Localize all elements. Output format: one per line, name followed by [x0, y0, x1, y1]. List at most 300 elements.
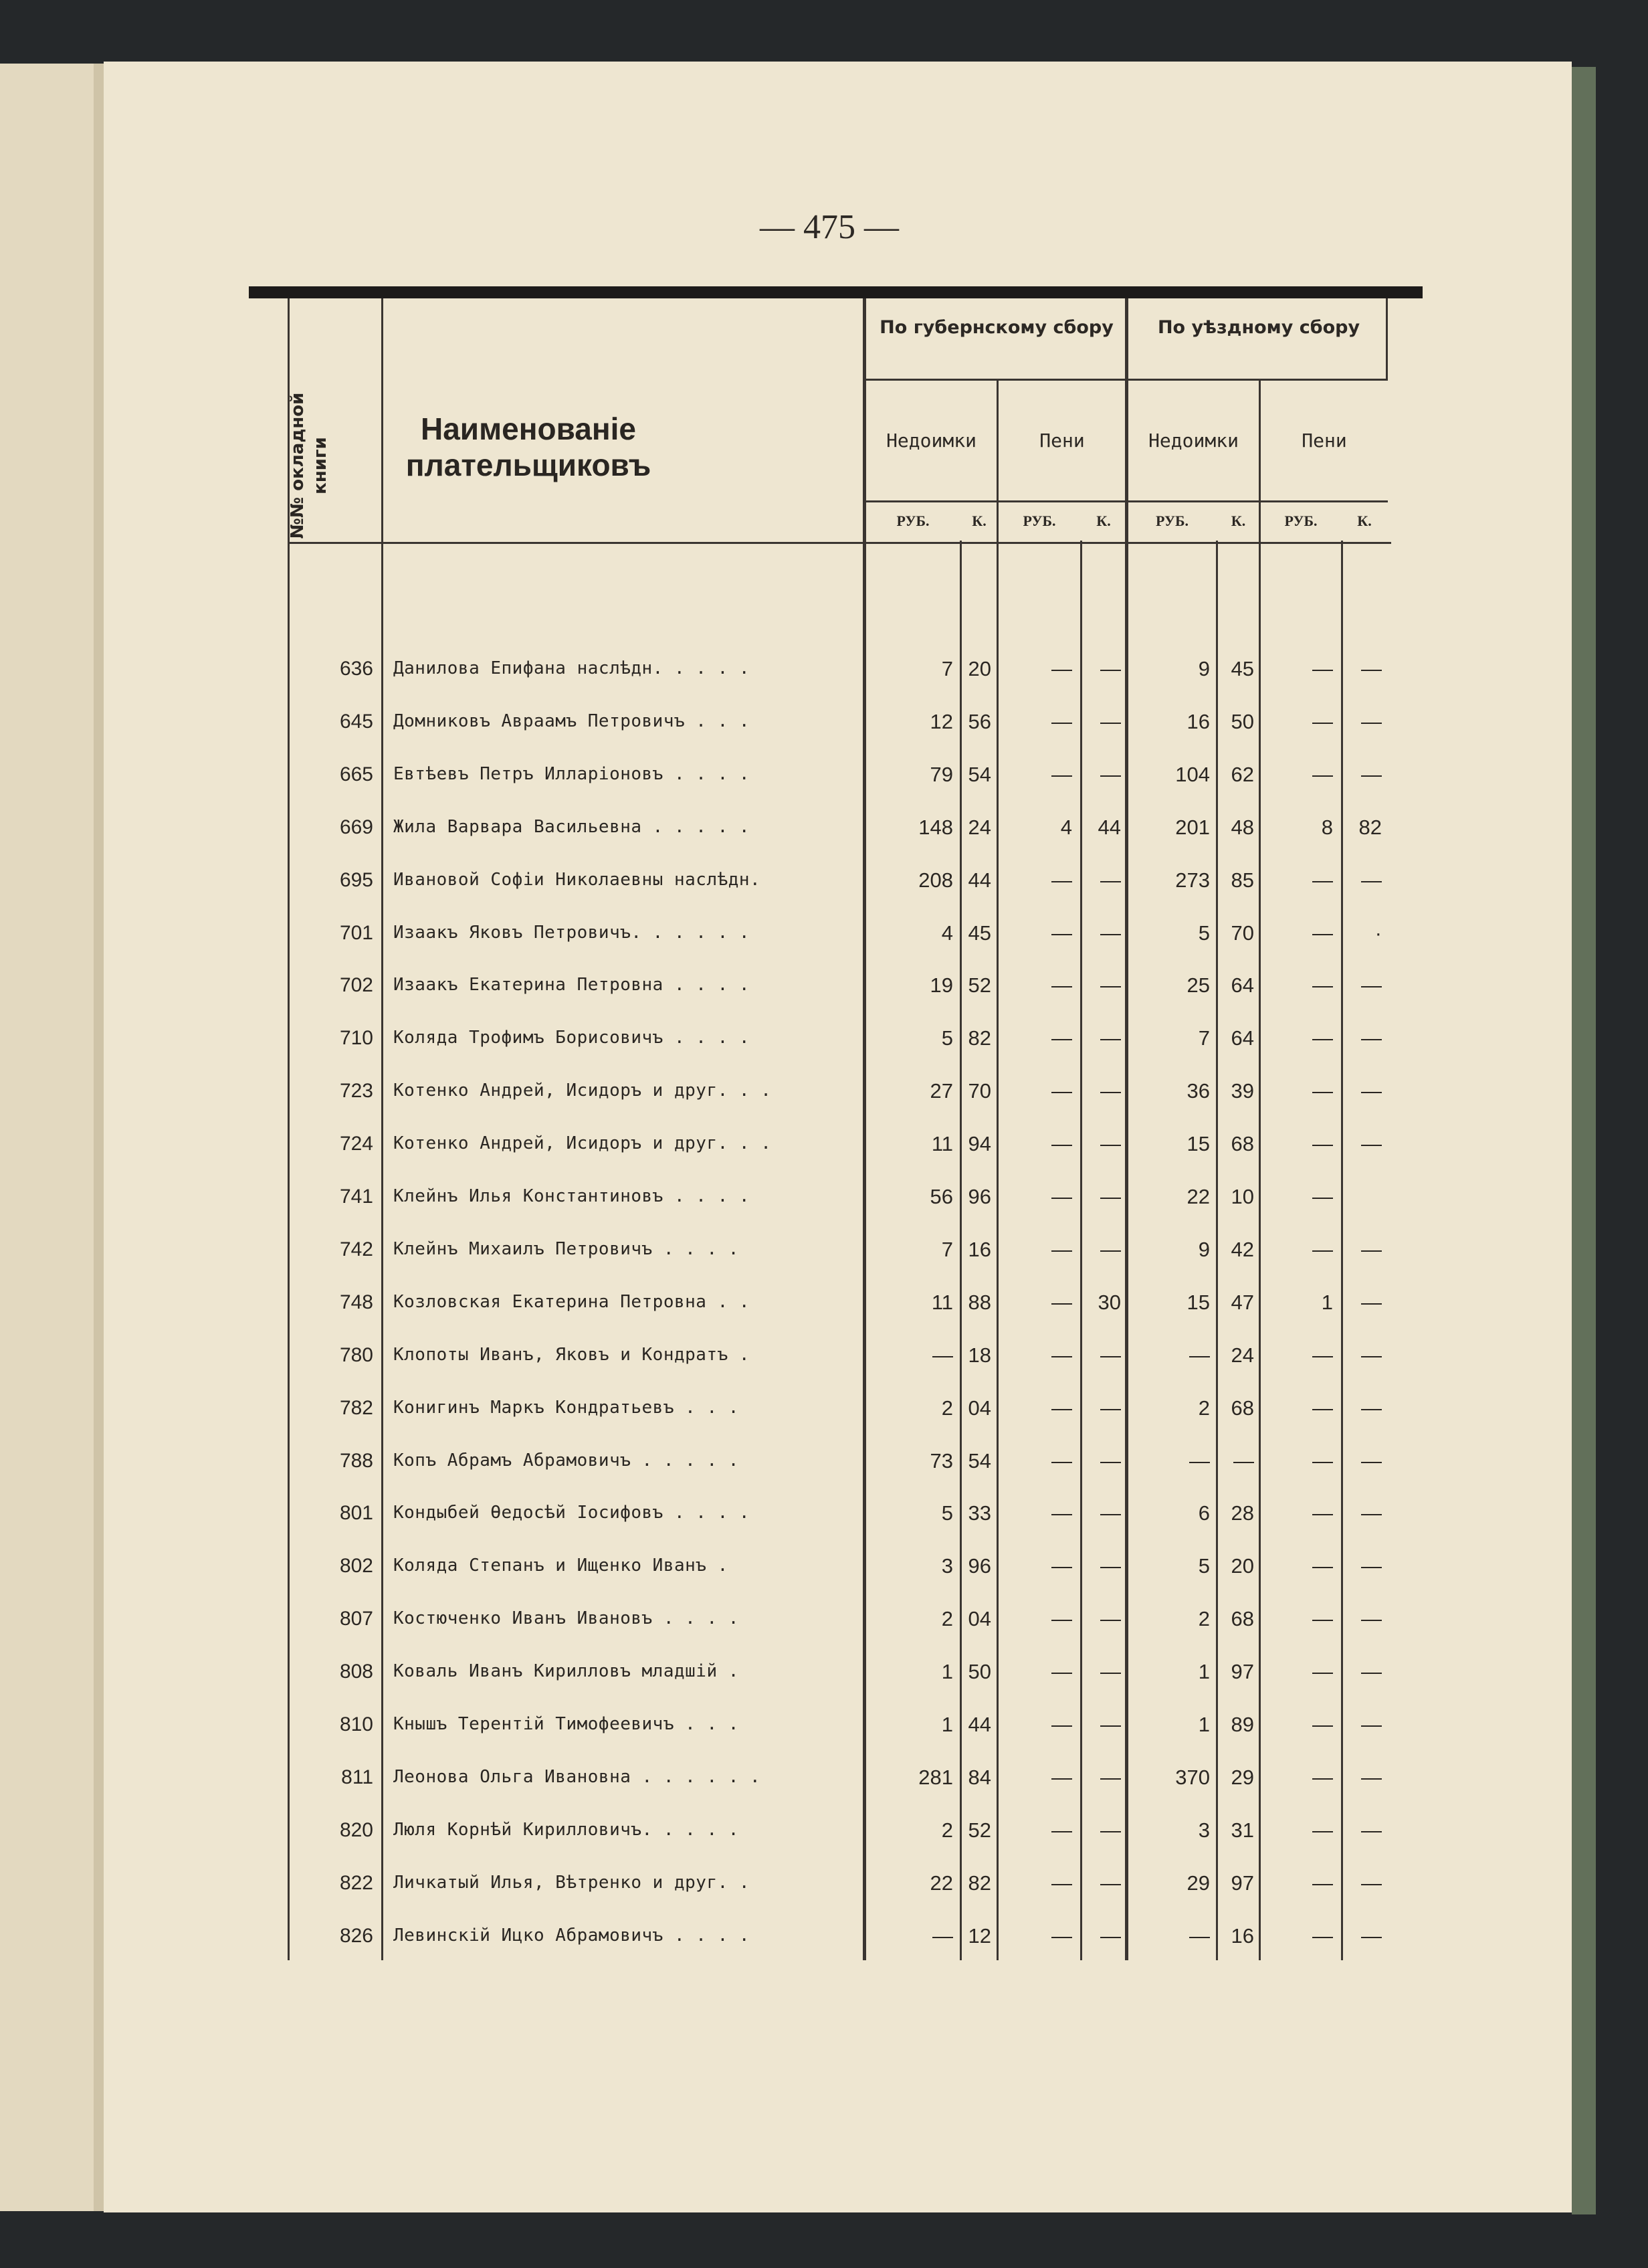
- cell-g-nr: 3: [941, 1554, 953, 1578]
- payers-table: [281, 298, 1391, 1960]
- cell-no: 723: [339, 1080, 373, 1103]
- cell-u-nr: 16: [1187, 709, 1210, 733]
- cell-g-pk: —: [1100, 1079, 1121, 1103]
- cell-u-pk: —: [1361, 762, 1382, 786]
- cell-u-nr: 25: [1187, 973, 1210, 998]
- cell-g-pk: —: [1100, 973, 1121, 998]
- gubernia-peni-header: Пени: [1039, 430, 1085, 452]
- cell-g-pk: —: [1100, 657, 1121, 680]
- cell-g-pr: 4: [1060, 815, 1072, 839]
- cell-name: Клопоты Иванъ, Яковъ и Кондратъ .: [393, 1344, 750, 1365]
- cell-u-nk: 64: [1231, 973, 1254, 998]
- cell-g-pr: —: [1051, 657, 1072, 680]
- cell-name: Личкатый Илья, Вѣтренко и друг. .: [393, 1872, 750, 1893]
- table-row: [281, 1223, 1391, 1276]
- cell-name: Конигинъ Маркъ Кондратьевъ . . .: [393, 1397, 739, 1418]
- table-row: [281, 959, 1391, 1012]
- cell-name: Левинскій Ицко Абрамовичъ . . . .: [393, 1925, 750, 1946]
- cell-u-nr: 7: [1198, 1026, 1210, 1050]
- cell-g-nr: 11: [931, 1132, 953, 1156]
- cell-g-nk: 16: [968, 1237, 991, 1261]
- cell-u-pk: —: [1361, 1079, 1382, 1103]
- cell-u-nk: 47: [1231, 1290, 1254, 1314]
- cell-u-pr: —: [1312, 657, 1333, 680]
- cell-u-pr: —: [1312, 1237, 1333, 1261]
- u-nedoimki-rub: РУБ.: [1155, 512, 1189, 529]
- cell-name: Копъ Абрамъ Абрамовичъ . . . . .: [393, 1450, 739, 1471]
- cell-g-nr: 2: [941, 1396, 953, 1420]
- cell-g-pr: —: [1051, 1554, 1072, 1578]
- cell-g-nk: 33: [968, 1501, 991, 1525]
- cell-no: 665: [339, 763, 373, 785]
- cell-g-nr: 5: [941, 1026, 953, 1050]
- cell-g-pk: —: [1100, 868, 1121, 892]
- cell-u-nr: 2: [1198, 1396, 1210, 1420]
- cell-no: 801: [339, 1502, 373, 1525]
- book-number-header: №№ окладной книги: [288, 392, 330, 539]
- cell-g-pk: —: [1100, 1343, 1121, 1367]
- cell-g-nk: 50: [968, 1660, 991, 1684]
- cell-no: 636: [339, 658, 373, 680]
- cell-u-nr: 3: [1198, 1818, 1210, 1842]
- cell-u-pr: —: [1312, 1132, 1333, 1156]
- cell-g-pk: —: [1100, 1448, 1121, 1473]
- cell-u-nk: 97: [1231, 1871, 1254, 1895]
- g-peni-rub: РУБ.: [1023, 512, 1056, 529]
- table-row: [281, 1170, 1391, 1223]
- cell-no: 807: [339, 1608, 373, 1630]
- cell-g-nr: 2: [941, 1818, 953, 1842]
- cell-u-nk: 62: [1231, 762, 1254, 786]
- cell-u-nr: 29: [1187, 1871, 1210, 1895]
- cell-g-pk: 30: [1098, 1290, 1121, 1314]
- cell-u-nr: 15: [1187, 1290, 1210, 1314]
- cell-u-pk: —: [1361, 973, 1382, 998]
- cell-u-pk: —: [1361, 1448, 1382, 1473]
- cell-g-nk: 82: [968, 1871, 991, 1895]
- cell-u-pr: —: [1312, 1185, 1333, 1208]
- cell-u-pk: —: [1361, 1713, 1382, 1736]
- rule-group: [866, 379, 1388, 381]
- cell-u-pr: —: [1312, 1818, 1333, 1842]
- cell-u-nk: 97: [1231, 1660, 1254, 1684]
- cell-no: 669: [339, 816, 373, 838]
- cell-g-nk: 84: [968, 1765, 991, 1789]
- cell-u-nk: 50: [1231, 709, 1254, 733]
- cell-no: 710: [339, 1027, 373, 1050]
- cell-g-nk: 54: [968, 1448, 991, 1473]
- cell-name: Котенко Андрей, Исидоръ и друг. . .: [393, 1080, 772, 1101]
- cell-g-nr: 27: [930, 1079, 953, 1103]
- cell-u-pr: —: [1312, 1765, 1333, 1789]
- table-row: [281, 1117, 1391, 1170]
- table-row: [281, 1592, 1391, 1645]
- table-row: [281, 695, 1391, 748]
- cell-g-nk: 82: [968, 1026, 991, 1050]
- cell-g-pk: —: [1100, 1923, 1121, 1948]
- cell-g-pr: —: [1051, 1132, 1072, 1156]
- cell-u-nk: 31: [1231, 1818, 1254, 1842]
- cell-g-nr: 148: [918, 815, 953, 839]
- table-row: [281, 801, 1391, 854]
- rule-header-bottom: [288, 542, 1391, 544]
- cell-g-nr: 5: [941, 1501, 953, 1525]
- table-row: [281, 748, 1391, 801]
- cell-u-nk: 45: [1231, 657, 1254, 680]
- cell-u-pk: —: [1361, 1660, 1382, 1684]
- cell-u-pk: —: [1361, 709, 1382, 733]
- cell-no: 780: [339, 1343, 373, 1366]
- cell-u-nr: 9: [1198, 1237, 1210, 1261]
- cell-g-nk: 96: [968, 1554, 991, 1578]
- cell-g-nr: 11: [931, 1290, 953, 1314]
- cell-no: 695: [339, 868, 373, 891]
- cell-u-nk: 28: [1231, 1501, 1254, 1525]
- g-peni-kop: К.: [1096, 512, 1111, 529]
- cell-u-pk: —: [1361, 1132, 1382, 1156]
- cell-name: Домниковъ Авраамъ Петровичъ . . .: [393, 711, 750, 731]
- cell-g-nr: 12: [930, 709, 953, 733]
- cell-u-pk: —: [1361, 1026, 1382, 1050]
- cell-g-nk: 44: [968, 868, 991, 892]
- table-row: [281, 1857, 1391, 1909]
- cell-u-nk: 68: [1231, 1132, 1254, 1156]
- cell-u-nr: 5: [1198, 1554, 1210, 1578]
- uezd-group-header: По уѣздному сбору: [1157, 317, 1360, 338]
- cell-name: Жила Варвара Васильевна . . . . .: [393, 816, 750, 837]
- cell-g-nr: 79: [930, 762, 953, 786]
- cell-g-pr: —: [1051, 709, 1072, 733]
- cell-u-nr: 6: [1198, 1501, 1210, 1525]
- cell-u-pk: —: [1361, 1923, 1382, 1948]
- cell-g-pr: —: [1051, 1079, 1072, 1103]
- table-row: [281, 1064, 1391, 1117]
- cell-g-pk: —: [1100, 1818, 1121, 1842]
- cell-name: Кнышъ Терентій Тимофеевичъ . . .: [393, 1714, 739, 1734]
- gubernia-group-header: По губернскому сбору: [880, 317, 1114, 338]
- cell-name: Костюченко Иванъ Ивановъ . . . .: [393, 1608, 739, 1629]
- cell-u-pr: —: [1312, 1079, 1333, 1103]
- cell-u-nk: 89: [1231, 1713, 1254, 1736]
- table-row: [281, 854, 1391, 907]
- cell-u-nk: 16: [1231, 1923, 1254, 1948]
- cell-name: Коляда Трофимъ Борисовичъ . . . .: [393, 1028, 750, 1048]
- cell-u-pr: —: [1312, 762, 1333, 786]
- cell-g-nk: 20: [968, 657, 991, 680]
- uezd-nedoimki-header: Недоимки: [1148, 430, 1239, 452]
- cell-u-pk: —: [1361, 1237, 1382, 1261]
- cell-g-pr: —: [1051, 1818, 1072, 1842]
- cell-g-pk: —: [1100, 1026, 1121, 1050]
- table-row: [281, 1329, 1391, 1382]
- cell-u-pk: —: [1361, 1554, 1382, 1578]
- cell-u-nk: 68: [1231, 1396, 1254, 1420]
- cell-u-pk: [1343, 1170, 1382, 1223]
- cell-g-nr: 56: [930, 1185, 953, 1208]
- g-nedoimki-kop: К.: [972, 512, 987, 529]
- cell-g-pk: —: [1100, 1501, 1121, 1525]
- cell-u-nr: 1: [1198, 1660, 1210, 1684]
- table-row: [281, 1645, 1391, 1698]
- cell-u-nk: 64: [1231, 1026, 1254, 1050]
- cell-g-pk: —: [1100, 1132, 1121, 1156]
- cell-no: 822: [339, 1871, 373, 1894]
- cell-name: Изаакъ Яковъ Петровичъ. . . . . .: [393, 922, 750, 943]
- table-row: [281, 907, 1391, 959]
- u-peni-kop: К.: [1357, 512, 1372, 529]
- cell-u-nk: —: [1233, 1448, 1254, 1473]
- cell-g-pk: 44: [1098, 815, 1121, 839]
- cell-g-nr: 4: [941, 921, 953, 945]
- cell-g-nk: 52: [968, 973, 991, 998]
- cell-u-nr: 9: [1198, 657, 1210, 680]
- left-page: [0, 64, 100, 2211]
- cell-g-nr: 7: [941, 1237, 953, 1261]
- u-peni-rub: РУБ.: [1284, 512, 1318, 529]
- cell-name: Ивановой Софіи Николаевны наслѣдн.: [393, 869, 761, 890]
- cell-g-pr: —: [1051, 973, 1072, 998]
- cell-g-nr: —: [932, 1923, 953, 1948]
- cell-g-pk: —: [1100, 1554, 1121, 1578]
- cell-u-pk: —: [1361, 1871, 1382, 1895]
- cell-u-nk: 24: [1231, 1343, 1254, 1367]
- cell-g-nk: 44: [968, 1713, 991, 1736]
- cell-g-pr: —: [1051, 868, 1072, 892]
- cell-no: 826: [339, 1924, 373, 1947]
- cell-g-nr: 208: [918, 868, 953, 892]
- cell-u-pr: —: [1312, 1554, 1333, 1578]
- cell-u-pr: —: [1312, 921, 1333, 945]
- cell-g-pk: —: [1100, 1871, 1121, 1895]
- cell-u-pr: —: [1312, 1343, 1333, 1367]
- cell-g-nk: 88: [968, 1290, 991, 1314]
- cell-u-nr: 2: [1198, 1607, 1210, 1631]
- cell-name: Котенко Андрей, Исидоръ и друг. . .: [393, 1133, 772, 1154]
- cell-g-pk: —: [1100, 921, 1121, 945]
- cell-no: 645: [339, 710, 373, 733]
- cell-u-nk: 29: [1231, 1765, 1254, 1789]
- cell-g-nk: 52: [968, 1818, 991, 1842]
- rule-right: [1386, 298, 1388, 379]
- cell-u-nr: 1: [1198, 1713, 1210, 1736]
- cell-name: Козловская Екатерина Петровна . .: [393, 1291, 750, 1312]
- table-row: [281, 1487, 1391, 1539]
- gubernia-nedoimki-header: Недоимки: [886, 430, 976, 452]
- cell-name: Клейнъ Михаилъ Петровичъ . . . .: [393, 1238, 739, 1259]
- table-row: [281, 1382, 1391, 1434]
- cell-g-pr: —: [1051, 1871, 1072, 1895]
- cell-u-nr: 201: [1175, 815, 1210, 839]
- cell-g-nr: 73: [930, 1448, 953, 1473]
- cell-u-pr: —: [1312, 1713, 1333, 1736]
- cell-g-nk: 12: [968, 1923, 991, 1948]
- cell-u-nk: 85: [1231, 868, 1254, 892]
- table-row: [281, 1698, 1391, 1751]
- cell-g-pk: —: [1100, 709, 1121, 733]
- cell-no: 742: [339, 1238, 373, 1260]
- cell-no: 811: [341, 1766, 373, 1788]
- cell-g-nr: 1: [941, 1713, 953, 1736]
- payer-name-header: Наименованіе плательщиковъ: [405, 411, 651, 482]
- cell-u-nk: 42: [1231, 1237, 1254, 1261]
- cell-u-nr: 22: [1187, 1185, 1210, 1208]
- table-row: [281, 1804, 1391, 1857]
- cell-g-pr: —: [1051, 1290, 1072, 1314]
- cell-g-pr: —: [1051, 1185, 1072, 1208]
- cell-u-pk: —: [1361, 657, 1382, 680]
- cell-g-nk: 04: [968, 1607, 991, 1631]
- cell-g-nr: 19: [930, 973, 953, 998]
- book-cover-edge: [1572, 67, 1596, 2214]
- cell-u-pk: —: [1361, 1607, 1382, 1631]
- g-nedoimki-rub: РУБ.: [896, 512, 930, 529]
- page-number: — 475 —: [760, 208, 899, 246]
- u-nedoimki-kop: К.: [1231, 512, 1246, 529]
- cell-g-pr: —: [1051, 1026, 1072, 1050]
- cell-u-pk: —: [1361, 1765, 1382, 1789]
- cell-u-nk: 68: [1231, 1607, 1254, 1631]
- cell-g-nr: 22: [930, 1871, 953, 1895]
- cell-g-pr: —: [1051, 1343, 1072, 1367]
- cell-g-pr: —: [1051, 1607, 1072, 1631]
- cell-name: Изаакъ Екатерина Петровна . . . .: [393, 975, 750, 996]
- cell-u-pr: —: [1312, 1396, 1333, 1420]
- top-rule: [249, 286, 1423, 298]
- cell-g-pk: —: [1100, 1765, 1121, 1789]
- cell-u-nk: 20: [1231, 1554, 1254, 1578]
- cell-u-pr: —: [1312, 1501, 1333, 1525]
- cell-g-nr: 7: [941, 657, 953, 680]
- cell-u-nr: 36: [1187, 1079, 1210, 1103]
- cell-g-pk: —: [1100, 1607, 1121, 1631]
- cell-name: Люля Корнѣй Кирилловичъ. . . . .: [393, 1819, 739, 1840]
- cell-g-pk: —: [1100, 762, 1121, 786]
- cell-no: 748: [339, 1291, 373, 1313]
- cell-g-nr: 2: [941, 1607, 953, 1631]
- cell-u-nr: —: [1189, 1923, 1210, 1948]
- cell-g-pk: —: [1100, 1396, 1121, 1420]
- cell-no: 701: [339, 921, 373, 944]
- cell-u-pk: —: [1361, 1290, 1382, 1314]
- cell-g-pr: —: [1051, 1501, 1072, 1525]
- cell-g-pr: —: [1051, 1448, 1072, 1473]
- cell-u-pk: —: [1361, 1343, 1382, 1367]
- cell-u-pr: —: [1312, 1871, 1333, 1895]
- cell-no: 810: [339, 1713, 373, 1735]
- cell-u-nr: —: [1189, 1448, 1210, 1473]
- cell-u-pr: —: [1312, 1660, 1333, 1684]
- cell-u-nk: 10: [1231, 1185, 1254, 1208]
- table-row: [281, 1276, 1391, 1329]
- cell-name: Коляда Степанъ и Ищенко Иванъ .: [393, 1555, 728, 1576]
- cell-g-pk: —: [1100, 1713, 1121, 1736]
- cell-u-pk: —: [1361, 1396, 1382, 1420]
- uezd-peni-header: Пени: [1302, 430, 1347, 452]
- cell-u-pk: 82: [1358, 815, 1382, 839]
- table-row: [281, 1012, 1391, 1064]
- cell-g-nk: 24: [968, 815, 991, 839]
- cell-g-nr: 281: [918, 1765, 953, 1789]
- cell-g-nk: 94: [968, 1132, 991, 1156]
- cell-u-pr: —: [1312, 1448, 1333, 1473]
- cell-no: 808: [339, 1661, 373, 1683]
- cell-u-nk: 39: [1231, 1079, 1254, 1103]
- cell-g-pr: —: [1051, 1237, 1072, 1261]
- cell-g-pr: —: [1051, 1660, 1072, 1684]
- cell-g-pk: —: [1100, 1185, 1121, 1208]
- cell-g-nk: 18: [968, 1343, 991, 1367]
- cell-g-pr: —: [1051, 1765, 1072, 1789]
- cell-no: 724: [339, 1133, 373, 1155]
- cell-g-nk: 54: [968, 762, 991, 786]
- cell-u-pr: —: [1312, 1607, 1333, 1631]
- cell-u-nr: 104: [1175, 762, 1210, 786]
- cell-u-pr: —: [1312, 973, 1333, 998]
- cell-name: Леонова Ольга Ивановна . . . . . .: [393, 1766, 761, 1787]
- cell-u-pk: —: [1361, 1501, 1382, 1525]
- cell-u-pr: —: [1312, 1923, 1333, 1948]
- cell-u-pr: —: [1312, 1026, 1333, 1050]
- cell-u-pr: 8: [1321, 815, 1333, 839]
- cell-u-nr: —: [1189, 1343, 1210, 1367]
- table-row: [281, 1909, 1391, 1962]
- table-row: [281, 1751, 1391, 1804]
- cell-u-nk: 48: [1231, 815, 1254, 839]
- cell-u-nr: 5: [1198, 921, 1210, 945]
- cell-u-pk: ·: [1374, 921, 1382, 945]
- cell-no: 820: [339, 1818, 373, 1841]
- cell-g-pr: —: [1051, 1396, 1072, 1420]
- cell-g-nk: 96: [968, 1185, 991, 1208]
- cell-g-pk: —: [1100, 1660, 1121, 1684]
- table-row: [281, 1434, 1391, 1487]
- cell-g-nr: 1: [941, 1660, 953, 1684]
- cell-g-pr: —: [1051, 921, 1072, 945]
- cell-u-nk: 70: [1231, 921, 1254, 945]
- cell-name: Евтѣевъ Петръ Илларіоновъ . . . .: [393, 763, 750, 784]
- table-row: [281, 642, 1391, 695]
- cell-no: 788: [339, 1449, 373, 1472]
- cell-g-pr: —: [1051, 762, 1072, 786]
- cell-no: 702: [339, 974, 373, 997]
- cell-g-pr: —: [1051, 1713, 1072, 1736]
- cell-g-pr: —: [1051, 1923, 1072, 1948]
- cell-g-pk: —: [1100, 1237, 1121, 1261]
- cell-name: Коваль Иванъ Кирилловъ младшій .: [393, 1661, 739, 1682]
- cell-g-nk: 70: [968, 1079, 991, 1103]
- cell-no: 802: [339, 1555, 373, 1578]
- table-row: [281, 1539, 1391, 1592]
- cell-u-nr: 15: [1187, 1132, 1210, 1156]
- cell-u-nr: 273: [1175, 868, 1210, 892]
- cell-g-nk: 56: [968, 709, 991, 733]
- cell-g-nk: 04: [968, 1396, 991, 1420]
- rule-sub: [866, 500, 1388, 502]
- cell-name: Кондыбей Ѳедосѣй Іосифовъ . . . .: [393, 1503, 750, 1523]
- cell-u-pk: —: [1361, 868, 1382, 892]
- cell-g-nr: —: [932, 1343, 953, 1367]
- cell-name: Клейнъ Илья Константиновъ . . . .: [393, 1186, 750, 1206]
- cell-u-pr: 1: [1321, 1290, 1333, 1314]
- cell-u-pr: —: [1312, 709, 1333, 733]
- cell-no: 782: [339, 1396, 373, 1419]
- cell-u-pr: —: [1312, 868, 1333, 892]
- cell-name: Данилова Епифана наслѣдн. . . . .: [393, 658, 750, 678]
- cell-u-pk: —: [1361, 1818, 1382, 1842]
- cell-g-nk: 45: [968, 921, 991, 945]
- cell-no: 741: [339, 1186, 373, 1208]
- cell-u-nr: 370: [1175, 1765, 1210, 1789]
